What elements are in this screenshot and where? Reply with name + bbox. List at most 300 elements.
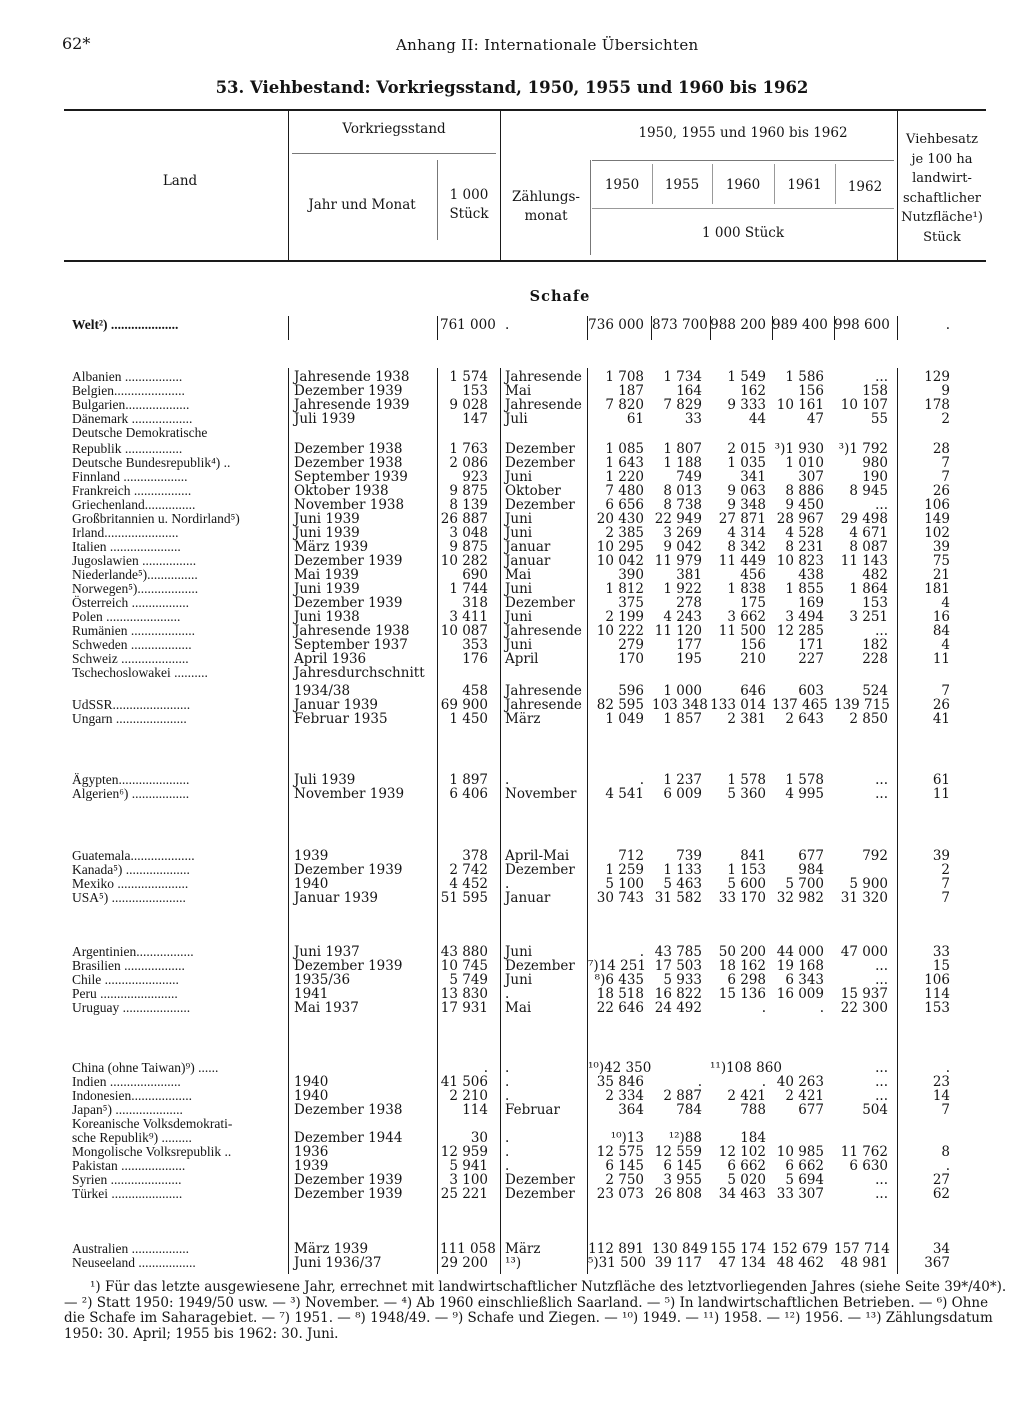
cell-zm: Juni xyxy=(505,609,533,625)
cell-y1950: 4 541 xyxy=(605,786,644,802)
footnotes xyxy=(64,1279,1007,1342)
cell-land: Deutsche Demokratische xyxy=(72,425,208,440)
cell-zm: Juni xyxy=(505,469,533,485)
cell-vkn: 1 744 xyxy=(449,581,488,597)
cell-y1962: 482 xyxy=(862,567,888,583)
cell-vk: 1940 xyxy=(294,1088,329,1104)
cell-vk: 1940 xyxy=(294,876,329,892)
cell-y1961: 10 823 xyxy=(776,553,824,569)
cell-y1950: 20 430 xyxy=(596,511,644,527)
cell-y1950: 1 085 xyxy=(605,441,644,457)
cell-y1961: . xyxy=(819,1000,824,1016)
cell-zm: . xyxy=(505,1144,510,1160)
cell-vk: März 1939 xyxy=(294,539,369,555)
cell-y1961: 47 xyxy=(806,411,824,427)
cell-y1960: . xyxy=(761,1074,766,1090)
cell-y1950: 736 000 xyxy=(588,317,644,333)
cell-y1961: 10 161 xyxy=(776,397,824,413)
cell-vk: 1935/36 xyxy=(294,972,351,988)
cell-land: Republik ................. xyxy=(72,441,183,456)
cell-y1960: 9 333 xyxy=(727,397,766,413)
besatz-line-4: schaftlicher xyxy=(903,190,981,206)
cell-besatz: 61 xyxy=(932,772,950,788)
cell-land: sche Republik⁹) ......... xyxy=(72,1130,192,1145)
cell-y1960: 841 xyxy=(740,848,766,864)
cell-besatz: . xyxy=(945,317,950,333)
cell-besatz: 39 xyxy=(932,539,950,555)
cell-land: Neuseeland ................. xyxy=(72,1255,196,1270)
cell-y1960: 341 xyxy=(740,469,766,485)
cell-y1961: 16 009 xyxy=(776,986,824,1002)
cell-land: Mongolische Volksrepublik .. xyxy=(72,1144,232,1159)
cell-zm: Dezember xyxy=(505,455,575,471)
cell-y1955: 177 xyxy=(676,637,702,653)
cell-y1962: ... xyxy=(875,958,888,974)
cell-y1950: ¹⁰)13 xyxy=(610,1130,644,1146)
cell-zm: Februar xyxy=(505,1102,560,1118)
cell-besatz: 84 xyxy=(932,623,950,639)
cell-y1961: 1 586 xyxy=(785,369,824,385)
cell-y1960: 162 xyxy=(740,383,766,399)
cell-besatz: . xyxy=(945,1158,950,1174)
cell-land: Japan⁵) .................... xyxy=(72,1102,183,1117)
cell-y1950: 82 595 xyxy=(596,697,644,713)
cell-zm: Dezember xyxy=(505,441,575,457)
cell-y1960: 988 200 xyxy=(710,317,766,333)
cell-besatz: . xyxy=(945,1060,950,1076)
cell-zm: Dezember xyxy=(505,958,575,974)
cell-y1962: ... xyxy=(875,623,888,639)
column-vk-unit-1: 1 000 xyxy=(449,187,489,203)
cell-land: Pakistan ................... xyxy=(72,1158,186,1173)
cell-vk: 1936 xyxy=(294,1144,329,1160)
cell-land: USA⁵) ...................... xyxy=(72,890,186,905)
cell-y1955: 6 145 xyxy=(663,1158,702,1174)
cell-besatz: 129 xyxy=(924,369,950,385)
cell-zm: Dezember xyxy=(505,862,575,878)
cell-vk: Mai 1937 xyxy=(294,1000,359,1016)
cell-y1962: 15 937 xyxy=(840,986,888,1002)
besatz-line-3: landwirt- xyxy=(912,171,972,186)
cell-y1962: 190 xyxy=(862,469,888,485)
cell-vk: Jahresende 1939 xyxy=(294,397,410,413)
cell-zm: April-Mai xyxy=(505,848,570,864)
cell-y1955: 22 949 xyxy=(654,511,702,527)
cell-vkn: 353 xyxy=(462,637,488,653)
cell-zm: . xyxy=(505,1074,510,1090)
jahre-unit-rule xyxy=(592,208,894,209)
cell-vkn: 1 897 xyxy=(449,772,488,788)
cell-y1960: 44 xyxy=(748,411,766,427)
cell-y1962: 153 xyxy=(862,595,888,611)
cell-zm: März xyxy=(505,711,541,727)
cell-y1962: 998 600 xyxy=(834,317,890,333)
cell-y1955: 1 922 xyxy=(663,581,702,597)
cell-vkn: 17 931 xyxy=(440,1000,488,1016)
cell-y1960: 646 xyxy=(740,683,766,699)
cell-y1961: 307 xyxy=(798,469,824,485)
cell-y1955: 43 785 xyxy=(654,944,702,960)
cell-vkn: 9 028 xyxy=(449,397,488,413)
cell-y1961: 48 462 xyxy=(776,1255,824,1271)
cell-land: Polen ...................... xyxy=(72,609,181,624)
cell-vkn: . xyxy=(483,1060,488,1076)
cell-y1961: 438 xyxy=(798,567,824,583)
cell-y1955: 278 xyxy=(676,595,702,611)
cell-y1955: 3 955 xyxy=(663,1172,702,1188)
cell-zm: März xyxy=(505,1241,541,1257)
cell-y1962: ... xyxy=(875,972,888,988)
cell-y1960: 47 134 xyxy=(718,1255,766,1271)
cell-zm: Juni xyxy=(505,581,533,597)
cell-y1960: 5 360 xyxy=(727,786,766,802)
cell-y1950: 2 385 xyxy=(605,525,644,541)
cell-y1962: 47 000 xyxy=(840,944,888,960)
cell-y1950: 23 073 xyxy=(596,1186,644,1202)
cell-besatz: 39 xyxy=(932,848,950,864)
cell-vkn: 153 xyxy=(462,383,488,399)
cell-y1960: 34 463 xyxy=(718,1186,766,1202)
cell-y1950: 12 575 xyxy=(596,1144,644,1160)
cell-y1961: 5 700 xyxy=(785,876,824,892)
cell-besatz: 15 xyxy=(932,958,950,974)
cell-y1950: 2 199 xyxy=(605,609,644,625)
cell-y1950: 712 xyxy=(618,848,644,864)
cell-vk: 1941 xyxy=(294,986,329,1002)
cell-besatz: 21 xyxy=(932,567,950,583)
cell-zm: Juni xyxy=(505,972,533,988)
cell-y1955: 4 243 xyxy=(663,609,702,625)
cell-y1962: 3 251 xyxy=(849,609,888,625)
cell-besatz: 28 xyxy=(932,441,950,457)
cell-vkn: 5 749 xyxy=(449,972,488,988)
cell-y1961: 5 694 xyxy=(785,1172,824,1188)
cell-vkn: 9 875 xyxy=(449,483,488,499)
cell-y1960: 2 421 xyxy=(727,1088,766,1104)
cell-y1962: 157 714 xyxy=(834,1241,890,1257)
divider-zm xyxy=(590,160,591,255)
cell-vk: Dezember 1938 xyxy=(294,455,403,471)
cell-y1961: ³)1 930 xyxy=(774,441,824,457)
cell-y1950: 170 xyxy=(618,651,644,667)
cell-y1955: 5 463 xyxy=(663,876,702,892)
cell-y1960: 6 298 xyxy=(727,972,766,988)
cell-besatz: 106 xyxy=(924,972,950,988)
cell-y1955: 24 492 xyxy=(654,1000,702,1016)
cell-land: Österreich ................. xyxy=(72,595,189,610)
cell-y1962: 11 143 xyxy=(840,553,888,569)
cell-land: Italien ..................... xyxy=(72,539,181,554)
column-land: Land xyxy=(162,173,198,189)
cell-y1962: 1 864 xyxy=(849,581,888,597)
cell-zm: Juni xyxy=(505,511,533,527)
cell-besatz: 8 xyxy=(941,1144,950,1160)
cell-y1955: 9 042 xyxy=(663,539,702,555)
cell-y1961: 677 xyxy=(798,1102,824,1118)
cell-vk: 1939 xyxy=(294,848,329,864)
besatz-line-2: je 100 ha xyxy=(911,151,973,167)
cell-y1960: 6 662 xyxy=(727,1158,766,1174)
cell-besatz: 7 xyxy=(941,469,950,485)
cell-vk: Jahresdurchschnitt xyxy=(294,665,425,681)
cell-y1955: 12 559 xyxy=(654,1144,702,1160)
cell-y1955: 1 734 xyxy=(663,369,702,385)
cell-besatz: 16 xyxy=(932,609,950,625)
cell-zm: Jahresende xyxy=(505,623,582,639)
cell-vkn: 10 282 xyxy=(440,553,488,569)
cell-land: Brasilien .................. xyxy=(72,958,185,973)
cell-vkn: 26 887 xyxy=(440,511,488,527)
cell-land: Koreanische Volksdemokrati- xyxy=(72,1116,233,1131)
cell-y1960: 1 838 xyxy=(727,581,766,597)
cell-y1950: 30 743 xyxy=(596,890,644,906)
column-unit: 1 000 Stück xyxy=(701,225,785,241)
cell-y1955: 5 933 xyxy=(663,972,702,988)
cell-y1955: 1 857 xyxy=(663,711,702,727)
cell-land: Kanada⁵) ................... xyxy=(72,862,190,877)
cell-land: Argentinien................. xyxy=(72,944,194,959)
cell-besatz: 181 xyxy=(924,581,950,597)
cell-vk: November 1939 xyxy=(294,786,405,802)
cell-y1950: 6 145 xyxy=(605,1158,644,1174)
cell-land: Syrien ..................... xyxy=(72,1172,182,1187)
cell-y1950: 375 xyxy=(618,595,644,611)
divider-land xyxy=(288,111,289,260)
cell-vkn: 458 xyxy=(462,683,488,699)
cell-vkn: 69 900 xyxy=(440,697,488,713)
footnote-line-1: ¹) Für das letzte ausgewiesene Jahr, errechnet mit landwirtschaftlicher Nutzfläche des letztvorliegenden Jahres (siehe Seite 39*/40*). xyxy=(90,1279,1007,1295)
cell-zm: Juni xyxy=(505,944,533,960)
cell-y1960: 8 342 xyxy=(727,539,766,555)
cell-vkn: 2 210 xyxy=(449,1088,488,1104)
cell-land: Indonesien.................. xyxy=(72,1088,192,1103)
cell-vkn: 8 139 xyxy=(449,497,488,513)
cell-y1962: 2 850 xyxy=(849,711,888,727)
cell-y1962: ³)1 792 xyxy=(838,441,888,457)
cell-y1955: 195 xyxy=(676,651,702,667)
cell-y1961: 12 285 xyxy=(776,623,824,639)
cell-besatz: 7 xyxy=(941,455,950,471)
divider-vk-num xyxy=(437,160,438,240)
column-year-1960: 1960 xyxy=(725,177,761,193)
cell-zm: . xyxy=(505,986,510,1002)
cell-vk: Juni 1937 xyxy=(294,944,360,960)
cell-vk: Januar 1939 xyxy=(294,890,378,906)
cell-vk: Mai 1939 xyxy=(294,567,359,583)
cell-y1962: 182 xyxy=(862,637,888,653)
cell-y1960: 50 200 xyxy=(718,944,766,960)
cell-zm: Juni xyxy=(505,637,533,653)
cell-besatz: 75 xyxy=(932,553,950,569)
cell-y1960: 5 600 xyxy=(727,876,766,892)
cell-y1962: 22 300 xyxy=(840,1000,888,1016)
cell-y1961: 1 578 xyxy=(785,772,824,788)
cell-vkn: 923 xyxy=(462,469,488,485)
cell-y1962: ... xyxy=(875,1186,888,1202)
cell-y1962: ... xyxy=(875,1060,888,1076)
cell-vkn: 4 452 xyxy=(449,876,488,892)
cell-land: Mexiko ..................... xyxy=(72,876,189,891)
column-jahr-monat: Jahr und Monat xyxy=(308,197,416,213)
cell-besatz: 27 xyxy=(932,1172,950,1188)
cell-vkn: 10 745 xyxy=(440,958,488,974)
cell-zm: November xyxy=(505,786,577,802)
cell-y1960: 27 871 xyxy=(718,511,766,527)
cell-y1961: 227 xyxy=(798,651,824,667)
cell-y1960: 15 136 xyxy=(718,986,766,1002)
cell-y1962: ... xyxy=(875,1088,888,1104)
cell-y1950: 18 518 xyxy=(596,986,644,1002)
cell-vk: Oktober 1938 xyxy=(294,483,389,499)
cell-y1955: 8 738 xyxy=(663,497,702,513)
cell-land: Schweden .................. xyxy=(72,637,192,652)
cell-vkn: 176 xyxy=(462,651,488,667)
cell-y1955: 1 000 xyxy=(663,683,702,699)
column-zaehlungsmonat-2: monat xyxy=(524,208,568,224)
cell-zm: . xyxy=(505,1060,510,1076)
cell-vk: Juni 1938 xyxy=(294,609,360,625)
cell-land: Schweiz .................... xyxy=(72,651,189,666)
cell-land: Tschechoslowakei .......... xyxy=(72,665,208,680)
cell-land: Ägypten..................... xyxy=(72,772,190,787)
cell-zm: Januar xyxy=(505,539,551,555)
cell-y1960: 1 578 xyxy=(727,772,766,788)
cell-land: Griechenland............... xyxy=(72,497,196,512)
body-rule-vkn xyxy=(437,368,438,1274)
cell-y1961: 3 494 xyxy=(785,609,824,625)
jahre-sub-rule xyxy=(592,160,894,161)
cell-vk: April 1936 xyxy=(294,651,367,667)
cell-y1950: 7 480 xyxy=(605,483,644,499)
cell-y1960: 12 102 xyxy=(718,1144,766,1160)
cell-y1950: ¹⁰)42 350 xyxy=(588,1060,652,1076)
cell-besatz: 7 xyxy=(941,683,950,699)
cell-vk: September 1937 xyxy=(294,637,408,653)
cell-y1955: 103 348 xyxy=(652,697,708,713)
cell-vk: November 1938 xyxy=(294,497,405,513)
cell-y1962: ... xyxy=(875,369,888,385)
cell-vkn: 761 000 xyxy=(440,317,496,333)
cell-vk: März 1939 xyxy=(294,1241,369,1257)
cell-y1950: 390 xyxy=(618,567,644,583)
cell-y1950: 1 643 xyxy=(605,455,644,471)
cell-y1950: 35 846 xyxy=(596,1074,644,1090)
cell-y1960: 156 xyxy=(740,637,766,653)
cell-y1961: 2 643 xyxy=(785,711,824,727)
column-vorkriegsstand: Vorkriegsstand xyxy=(342,121,446,137)
cell-y1962: 6 630 xyxy=(849,1158,888,1174)
cell-besatz: 11 xyxy=(932,786,950,802)
cell-vkn: 378 xyxy=(462,848,488,864)
cell-y1962: 48 981 xyxy=(840,1255,888,1271)
cell-y1962: 980 xyxy=(862,455,888,471)
cell-y1950: 1 812 xyxy=(605,581,644,597)
cell-y1961: 6 662 xyxy=(785,1158,824,1174)
cell-y1950: 364 xyxy=(618,1102,644,1118)
cell-y1955: 1 133 xyxy=(663,862,702,878)
cell-y1950: 10 042 xyxy=(596,553,644,569)
cell-y1955: ¹²)88 xyxy=(668,1130,702,1146)
cell-y1950: ⁸)6 435 xyxy=(594,972,644,988)
cell-y1955: . xyxy=(697,1074,702,1090)
cell-vk: September 1939 xyxy=(294,469,408,485)
cell-y1961: 44 000 xyxy=(776,944,824,960)
cell-y1960: 456 xyxy=(740,567,766,583)
cell-y1960: 18 162 xyxy=(718,958,766,974)
cell-land: Norwegen⁵).................. xyxy=(72,581,199,596)
cell-y1960: 210 xyxy=(740,651,766,667)
cell-zm: Dezember xyxy=(505,497,575,513)
cell-vk: Jahresende 1938 xyxy=(294,369,410,385)
besatz-line-6: Stück xyxy=(923,229,961,245)
cell-y1962: 524 xyxy=(862,683,888,699)
cell-y1961: 171 xyxy=(798,637,824,653)
cell-zm: Dezember xyxy=(505,595,575,611)
cell-y1961: 984 xyxy=(798,862,824,878)
cell-y1950: 279 xyxy=(618,637,644,653)
cell-vkn: 3 048 xyxy=(449,525,488,541)
cell-vkn: 1 450 xyxy=(449,711,488,727)
cell-land: Chile ...................... xyxy=(72,972,179,987)
welt-divider-2 xyxy=(437,316,438,340)
column-zaehlungsmonat-1: Zählungs- xyxy=(512,189,580,205)
cell-besatz: 367 xyxy=(924,1255,950,1271)
cell-y1962: 5 900 xyxy=(849,876,888,892)
cell-y1961: 8 886 xyxy=(785,483,824,499)
cell-vkn: 6 406 xyxy=(449,786,488,802)
welt-divider-8 xyxy=(897,316,898,340)
body-rule-land xyxy=(288,368,289,1274)
besatz-line-5: Nutzfläche¹) xyxy=(901,210,983,225)
cell-vk: 1939 xyxy=(294,1158,329,1174)
cell-vk: 1940 xyxy=(294,1074,329,1090)
cell-zm: . xyxy=(505,317,510,333)
cell-besatz: 2 xyxy=(941,411,950,427)
cell-y1961: 6 343 xyxy=(785,972,824,988)
cell-y1960: . xyxy=(761,1000,766,1016)
cell-vk: Juli 1939 xyxy=(294,772,356,788)
cell-y1955: 39 117 xyxy=(654,1255,702,1271)
cell-vk: Dezember 1944 xyxy=(294,1130,403,1146)
cell-land: Finnland ................... xyxy=(72,469,188,484)
cell-zm: . xyxy=(505,1130,510,1146)
cell-y1962: 8 087 xyxy=(849,539,888,555)
cell-y1955: 130 849 xyxy=(652,1241,708,1257)
cell-zm: Mai xyxy=(505,383,532,399)
cell-vkn: 25 221 xyxy=(440,1186,488,1202)
cell-zm: Januar xyxy=(505,553,551,569)
cell-y1961: 19 168 xyxy=(776,958,824,974)
cell-vkn: 12 959 xyxy=(440,1144,488,1160)
cell-y1961: 989 400 xyxy=(772,317,828,333)
cell-land: Niederlande⁵)............... xyxy=(72,567,198,582)
cell-y1950: ⁵)31 500 xyxy=(588,1255,646,1271)
table-title: 53. Viehbestand: Vorkriegsstand, 1950, 1955 und 1960 bis 1962 xyxy=(215,78,809,97)
cell-vkn: 30 xyxy=(470,1130,488,1146)
cell-land: Indien ..................... xyxy=(72,1074,181,1089)
cell-y1960: 1 153 xyxy=(727,862,766,878)
cell-y1960: 1 035 xyxy=(727,455,766,471)
cell-zm: ¹³) xyxy=(505,1255,522,1271)
running-title: Anhang II: Internationale Übersichten xyxy=(396,36,699,54)
cell-y1950: 1 708 xyxy=(605,369,644,385)
cell-vk: Juni 1939 xyxy=(294,581,360,597)
cell-y1962: 504 xyxy=(862,1102,888,1118)
cell-y1950: 7 820 xyxy=(605,397,644,413)
divider-vorkrieg xyxy=(500,111,501,260)
cell-y1950: 596 xyxy=(618,683,644,699)
cell-land: Welt²) .................... xyxy=(72,317,179,332)
